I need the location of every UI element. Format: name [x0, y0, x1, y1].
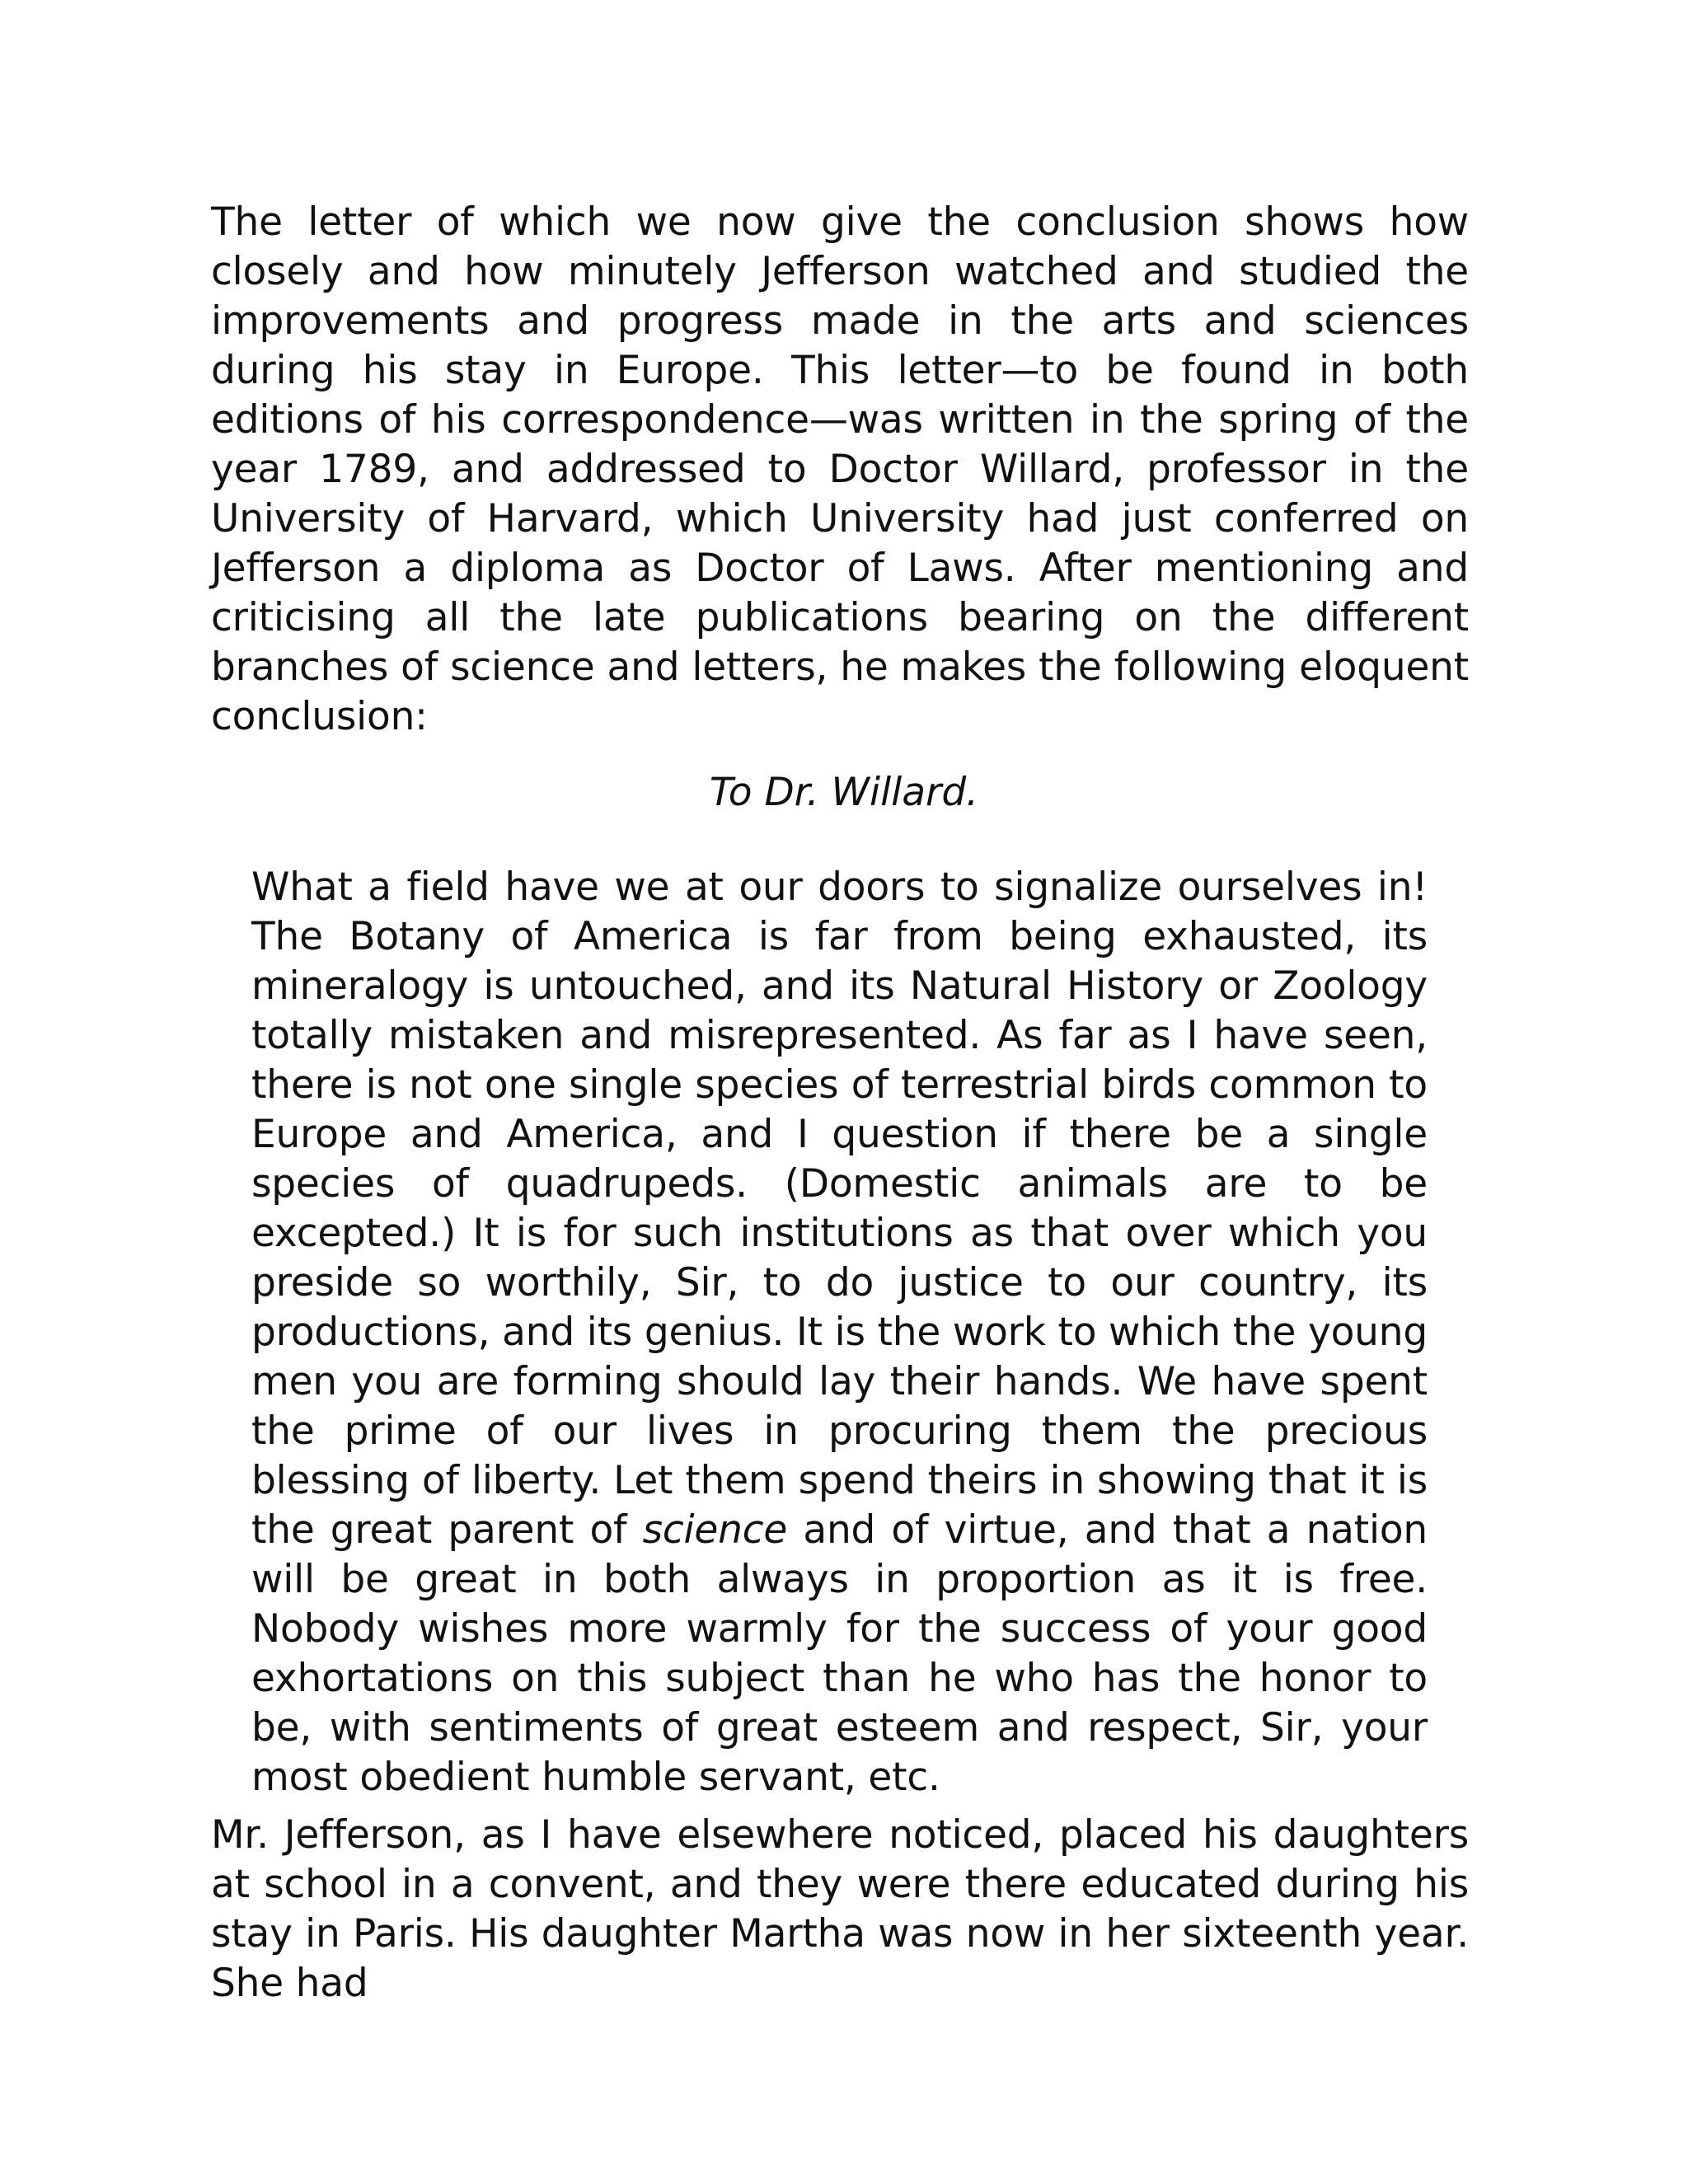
quote-italic-word: science [642, 1507, 788, 1553]
intro-paragraph: The letter of which we now give the conclusion shows how closely and how minutely Jefferson watched and studied the improvements and progress made in the arts and sciences during his stay in Europe. This letter—to be found in both editions of his correspondence—was written in the spring of the year 1789, and addressed to Doctor Willard, professor in the University of Harvard, which University had just conferred on Jefferson a diploma as Doctor of Laws. After mentioning and criticising all the late publications bearing on the different branches of science and letters, he makes the following eloquent conclusion: [211, 199, 1469, 739]
closing-paragraph: Mr. Jefferson, as I have elsewhere noticed, placed his daughters at school in a convent, and they were there educated during his stay in Paris. His daughter Martha was now in her sixteenth year. She had [211, 1812, 1469, 2006]
quote-text-before: What a field have we at our doors to signalize ourselves in! The Botany of America is far from being exhausted, its mineralogy is untouched, and its Natural History or Zoology totally mistaken and misrepresented. As far as I have seen, there is not one single species of terrestrial birds common to Europe and America, and I question if there be a single species of quadrupeds. (Domestic animals are to be excepted.) It is for such institutions as that over which you preside so worthily, Sir, to do justice to our country, its productions, and its genius. It is the work to which the young men you are forming should lay their hands. We have spent the prime of our lives in procuring them the precious blessing of liberty. Let them spend theirs in showing that it is the great parent of [251, 865, 1428, 1553]
quote-text-after: and of virtue, and that a nation will be great in both always in proportion as it is free. Nobody wishes more warmly for the success of your good exhortations on this subject than he who has the honor to be, with sentiments of great esteem and respect, Sir, your most obedient humble servant, etc. [251, 1507, 1428, 1800]
letter-salutation: To Dr. Willard. [709, 770, 979, 815]
letter-quote [251, 863, 1428, 1802]
